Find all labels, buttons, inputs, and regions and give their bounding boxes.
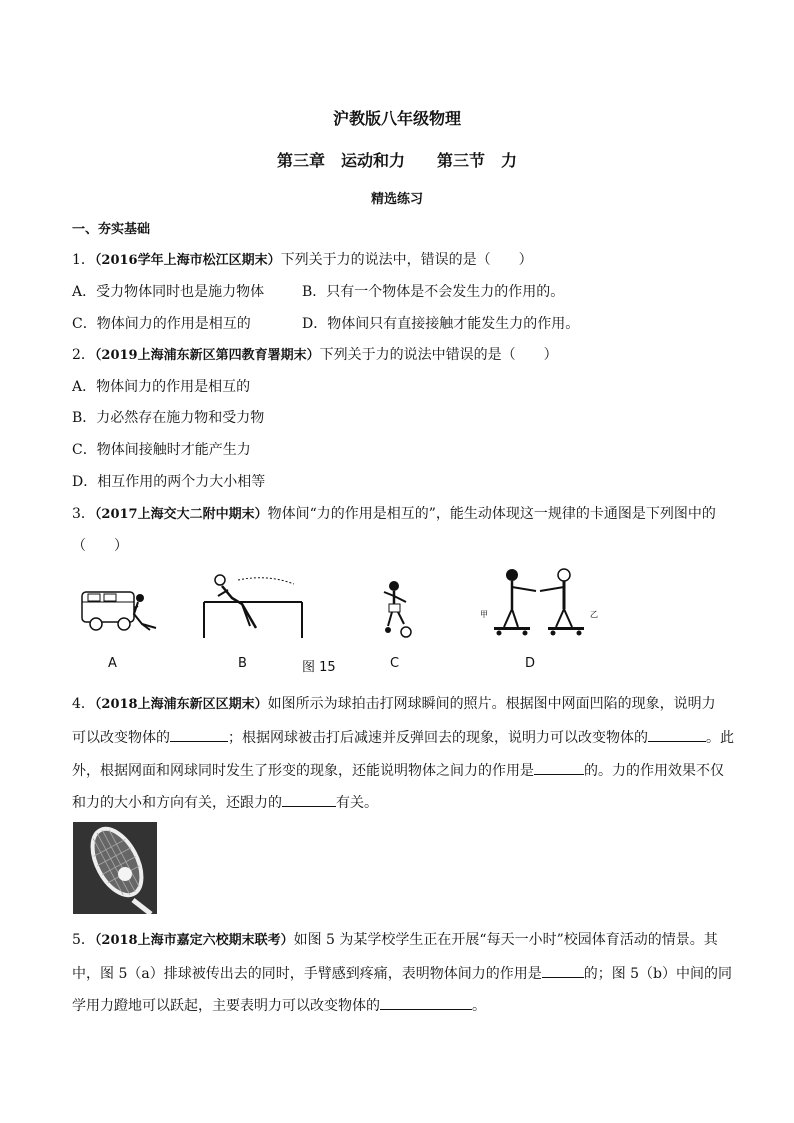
question-4-line-2 xyxy=(72,727,734,748)
question-4-line-4 xyxy=(72,792,378,813)
question-number: 1． xyxy=(72,252,95,268)
question-stem: 下列关于力的说法中，错误的是（ ） xyxy=(280,252,533,268)
question-5-line-3 xyxy=(72,995,486,1016)
figure-label-c: C xyxy=(390,656,400,671)
figure-d-label-yi: 乙 xyxy=(590,610,598,619)
question-number: 5． xyxy=(72,932,95,948)
option-d: D．相互作用的两个力大小相等 xyxy=(72,474,266,490)
question-source: （2018上海浦东新区区期末） xyxy=(94,697,268,712)
answer-blank[interactable] xyxy=(170,727,228,742)
question-5-line-2 xyxy=(72,963,732,984)
figure-d-skateboard-push xyxy=(478,565,603,640)
text-fragment: 。 xyxy=(472,998,486,1014)
answer-blank[interactable] xyxy=(380,995,472,1010)
figure-a-car-push xyxy=(78,580,168,640)
question-source: （2016学年上海市松江区期末） xyxy=(94,253,281,268)
question-source: （2019上海浦东新区第四教育署期末） xyxy=(94,348,320,363)
question-4-line-3 xyxy=(72,760,724,781)
text-fragment: 。此 xyxy=(706,730,734,746)
answer-blank[interactable] xyxy=(282,792,336,807)
option-b: B．只有一个物体是不会发生力的作用的。 xyxy=(302,284,565,300)
doc-title: 沪教版八年级物理 xyxy=(332,109,461,128)
racket-icon xyxy=(73,822,157,914)
question-stem: 如图 5 为某学校学生正在开展“每天一小时”校园体育活动的情景。其 xyxy=(293,932,718,948)
answer-bracket: （ ） xyxy=(72,538,128,554)
text-fragment: 可以改变物体的 xyxy=(72,730,170,746)
section-subtitle: 精选练习 xyxy=(370,192,423,207)
figure-label-b: B xyxy=(238,656,247,671)
figure-c-kicking-boy xyxy=(378,578,418,640)
answer-blank[interactable] xyxy=(534,760,584,775)
question-3 xyxy=(72,504,716,525)
option-c: C．物体间接触时才能产生力 xyxy=(72,442,251,458)
question-number: 3． xyxy=(72,506,95,522)
figure-label-a: A xyxy=(108,656,117,671)
option-c: C．物体间力的作用是相互的 xyxy=(72,316,251,332)
section-heading: 一、夯实基础 xyxy=(72,222,151,237)
tennis-racket-photo xyxy=(73,822,157,914)
text-fragment: 中，图 5（a）排球被传出去的同时，手臂感到疼痛，表明物体间力的作用是 xyxy=(72,966,542,982)
answer-blank[interactable] xyxy=(648,727,706,742)
figure-d-label-jia: 甲 xyxy=(480,610,488,619)
chapter-title: 第三章 运动和力 第三节 力 xyxy=(276,151,517,170)
figure-caption: 图 15 xyxy=(302,660,336,675)
question-source: （2017上海交大二附中期末） xyxy=(94,507,268,522)
option-a: A．物体间力的作用是相互的 xyxy=(72,379,251,395)
question-2 xyxy=(72,345,558,366)
question-source: （2018上海市嘉定六校期末联考） xyxy=(94,933,294,948)
text-fragment: ；根据网球被击打后减速并反弹回去的现象，说明力可以改变物体的 xyxy=(228,730,648,746)
option-d: D．物体间只有直接接触才能发生力的作用。 xyxy=(302,316,580,332)
option-b: B．力必然存在施力物和受力物 xyxy=(72,410,265,426)
option-a: A．受力物体同时也是施力物体 xyxy=(72,284,265,300)
text-fragment: 有关。 xyxy=(336,795,378,811)
question-stem: 下列关于力的说法中错误的是（ ） xyxy=(319,347,558,363)
text-fragment: 的；图 5（b）中间的同 xyxy=(583,966,733,982)
answer-blank[interactable] xyxy=(542,963,584,978)
text-fragment: 学用力蹬地可以跃起，主要表明力可以改变物体的 xyxy=(72,998,380,1014)
question-stem: 物体间“力的作用是相互的”，能生动体现这一规律的卡通图是下列图中的 xyxy=(267,506,716,522)
question-4 xyxy=(72,694,716,715)
question-number: 2． xyxy=(72,347,95,363)
question-number: 4． xyxy=(72,696,95,712)
text-fragment: 的。力的作用效果不仅 xyxy=(584,763,724,779)
text-fragment: 外，根据网面和网球同时发生了形变的现象，还能说明物体之间力的作用是 xyxy=(72,763,534,779)
question-5 xyxy=(72,930,718,951)
question-1 xyxy=(72,250,533,271)
question-stem: 如图所示为球拍击打网球瞬间的照片。根据图中网面凹陷的现象，说明力 xyxy=(267,696,716,712)
figure-b-net-player xyxy=(198,570,308,642)
figure-label-d: D xyxy=(525,656,536,671)
text-fragment: 和力的大小和方向有关，还跟力的 xyxy=(72,795,282,811)
